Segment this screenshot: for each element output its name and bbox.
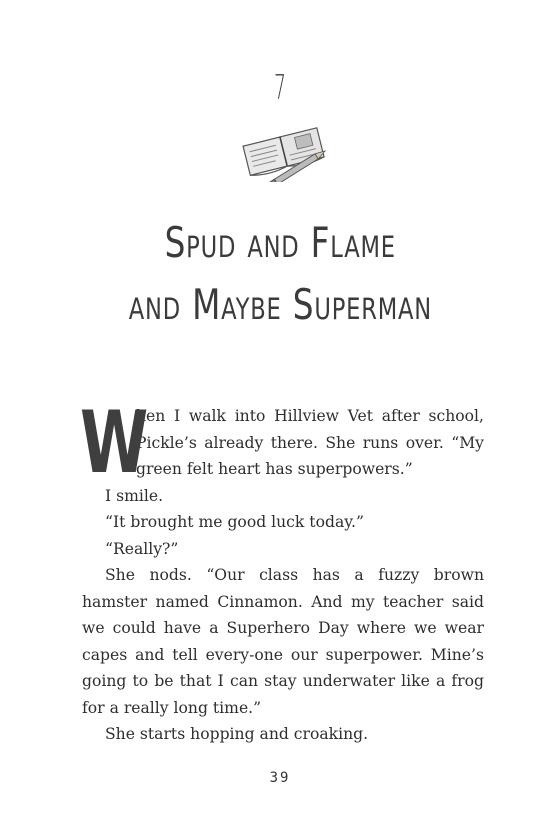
paragraph: W hen I walk into Hillview Vet after school, Pickle’s already there. She runs over. “My green felt heart has superpowers.” xyxy=(80,393,484,493)
chapter-title-line-1: Spud and Flame xyxy=(164,218,396,267)
page-number: 39 xyxy=(269,770,291,786)
paragraph: She starts hopping and croaking. xyxy=(105,725,369,743)
drop-cap: W xyxy=(80,393,149,493)
chapter-title-line-2: and Maybe Superman xyxy=(128,280,432,329)
paragraph: “Really?” xyxy=(105,539,179,558)
paragraph: I smile. xyxy=(105,486,164,505)
paragraph: She nods. “Our class has a fuzzy brown hamster named Cinnamon. And my teacher said we could have a Superhero Day where we wear capes and tell every-one our superpower. Mine’s going to be that I can stay underwater like a frog for a really long time.” xyxy=(82,566,484,717)
body-text xyxy=(80,393,484,748)
chapter-number: 7 xyxy=(274,68,286,108)
paragraph: “It brought me good luck today.” xyxy=(105,513,364,531)
notebook-and-pencil-icon xyxy=(238,124,334,182)
